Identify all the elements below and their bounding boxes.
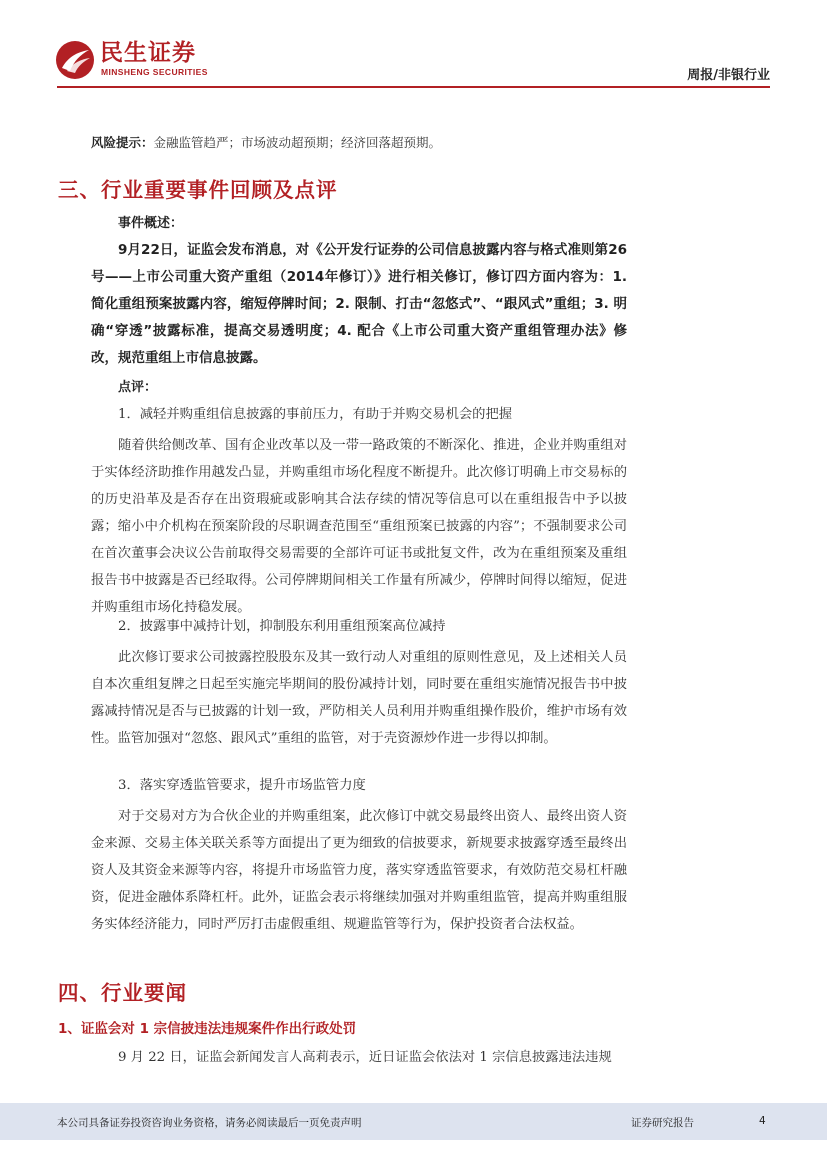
overview-label: 事件概述： <box>118 216 184 231</box>
header-divider <box>57 86 770 88</box>
point-2-paragraph: 此次修订要求公司披露控股股东及其一致行动人对重组的原则性意见，及上述相关人员自本次重组复牌之日起至实施完毕期间的股份减持计划，同时要在重组实施情况报告书中披露减持情况是否与已披露的计划一致，严防相关人员利用并购重组操作股价，维护市场有效性。监管加强对“忽悠、跟风式”重组的监管，对于壳资源炒作进一步得以抑制。 <box>91 650 627 746</box>
point-1-title: 1．减轻并购重组信息披露的事前压力，有助于并购交易机会的把握 <box>118 407 513 422</box>
footer-report-type: 证券研究报告 <box>631 1117 694 1129</box>
footer-disclaimer: 本公司具备证券投资咨询业务资格，请务必阅读最后一页免责声明 <box>57 1117 362 1129</box>
page-header <box>0 0 827 92</box>
news-1-paragraph: 9 月 22 日，证监会新闻发言人高莉表示，近日证监会依法对 1 宗信息披露违法违规 <box>118 1050 612 1065</box>
point-1-paragraph: 随着供给侧改革、国有企业改革以及一带一路政策的不断深化、推进，企业并购重组对于实体经济助推作用越发凸显，并购重组市场化程度不断提升。此次修订明确上市交易标的的历史沿革及是否存在出资瑕疵或影响其合法存续的情况等信息可以在重组报告中予以披露；缩小中介机构在预案阶段的尽职调查范围至“重组预案已披露的内容”；不强制要求公司在首次董事会决议公告前取得交易需要的全部许可证书或批复文件，改为在重组预案及重组报告书中披露是否已经取得。公司停牌期间相关工作量有所减少，停牌时间得以缩短，促进并购重组市场化持稳发展。 <box>91 438 627 615</box>
point-3-title: 3．落实穿透监管要求，提升市场监管力度 <box>118 778 366 793</box>
logo-english-name: MINSHENG SECURITIES <box>101 67 208 77</box>
minsheng-logo-icon <box>55 40 95 80</box>
report-category: 周报/非银行业 <box>687 68 770 83</box>
point-3-paragraph: 对于交易对方为合伙企业的并购重组案，此次修订中就交易最终出资人、最终出资人资金来源、交易主体关联关系等方面提出了更为细致的信披要求，新规要求披露穿透至最终出资人及其资金来源等内容，将提升市场监管力度，落实穿透监管要求，有效防范交易杠杆融资，促进金融体系降杠杆。此外，证监会表示将继续加强对并购重组监管，提高并购重组服务实体经济能力，同时严厉打击虚假重组、规避监管等行为，保护投资者合法权益。 <box>91 809 627 932</box>
section-3-title: 三、行业重要事件回顾及点评 <box>58 178 338 202</box>
comment-label: 点评： <box>118 380 158 395</box>
news-1-heading: 1、证监会对 1 宗信披违法违规案件作出行政处罚 <box>58 1021 357 1037</box>
page-footer <box>0 1103 827 1140</box>
risk-text: 金融监管趋严；市场波动超预期；经济回落超预期。 <box>153 135 442 150</box>
logo-chinese-name: 民生证券 <box>100 40 196 66</box>
page-number: 4 <box>759 1115 766 1127</box>
overview-paragraph: 9月22日，证监会发布消息，对《公开发行证券的公司信息披露内容与格式准则第26号——上市公司重大资产重组（2014年修订）》进行相关修订，修订四方面内容为：1. 简化重组预案披露内容，缩短停牌时间；2. 限制、打击“忽悠式”、“跟风式”重组；3. 明确“穿透”披露标准，提高交易透明度；4. 配合《上市公司重大资产重组管理办法》修改，规范重组上市信息披露。 <box>91 242 627 366</box>
risk-warning <box>91 133 441 151</box>
risk-label: 风险提示： <box>91 135 154 150</box>
point-2-title: 2．披露事中减持计划，抑制股东利用重组预案高位减持 <box>118 619 446 634</box>
section-4-title: 四、行业要闻 <box>58 981 187 1005</box>
